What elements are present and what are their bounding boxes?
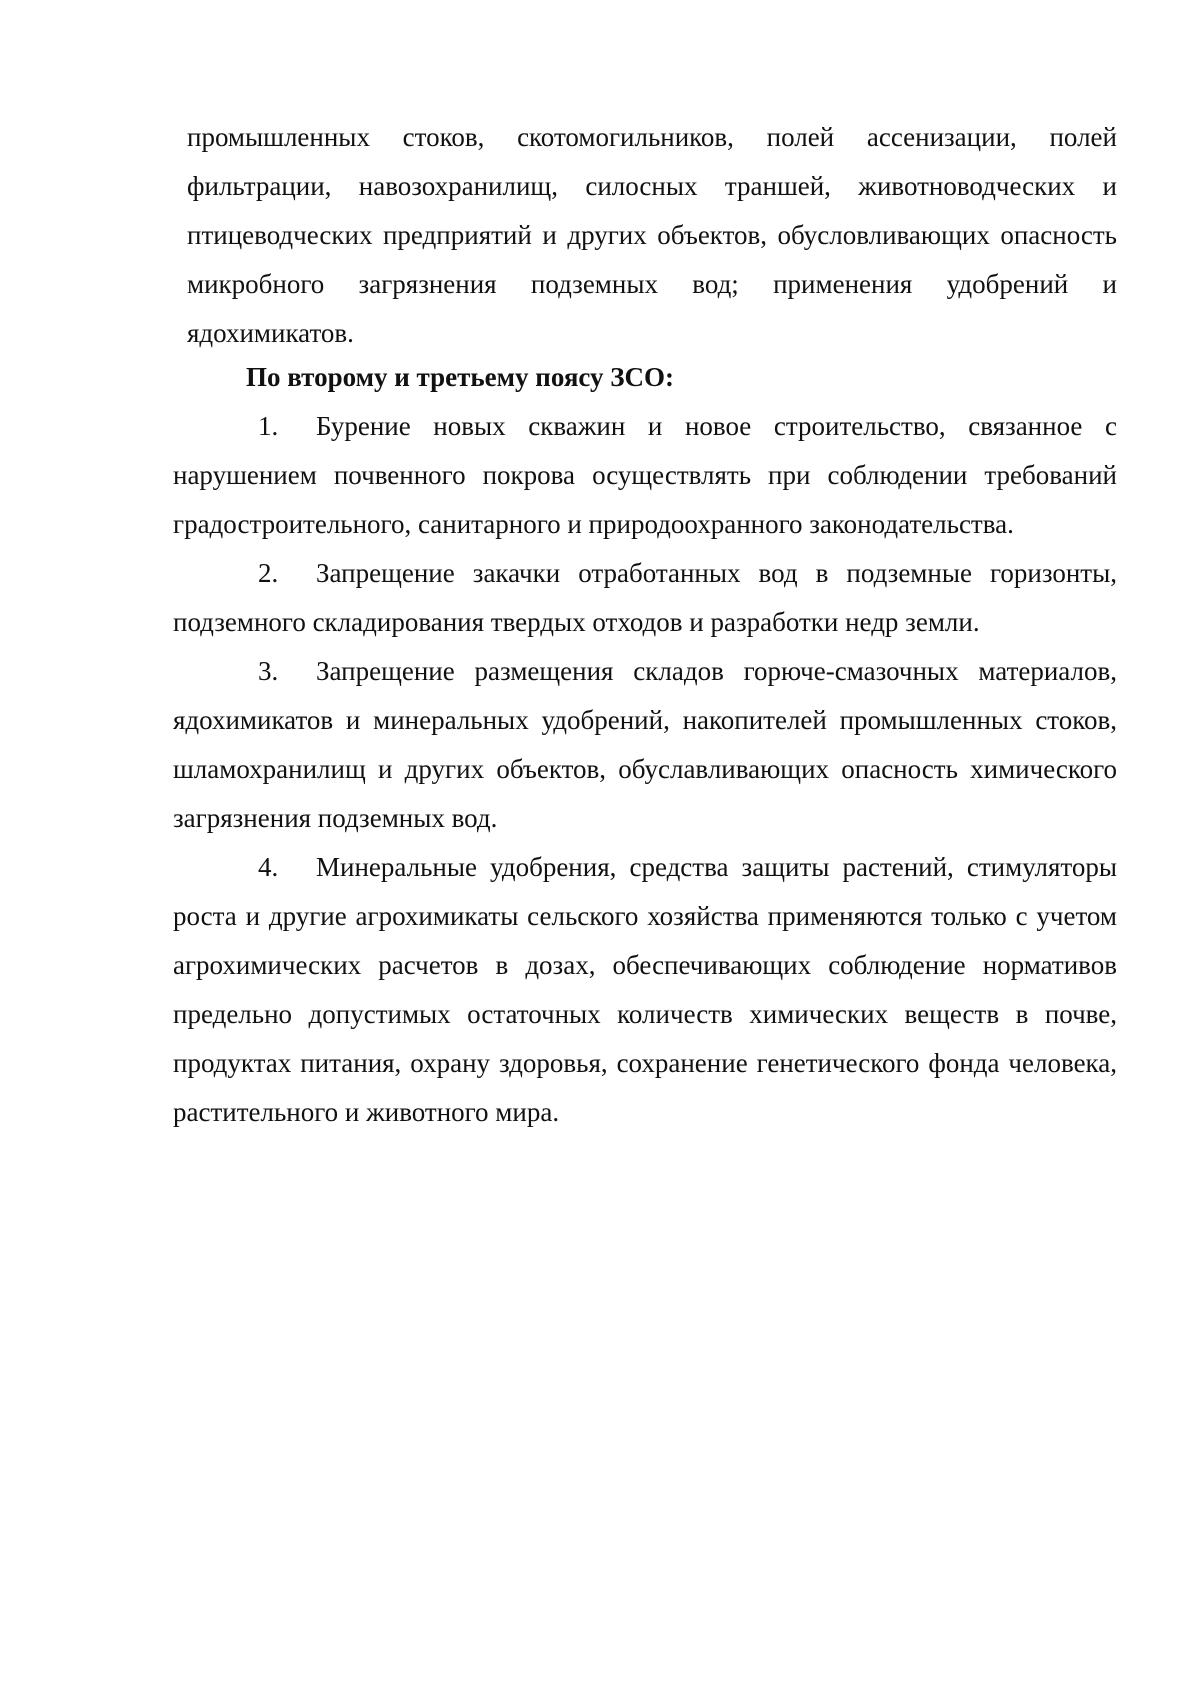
list-item-text: Минеральные удобрения, средства защиты растений, стимуляторы роста и другие агрохимикаты сельского хозяйства применяются только с учетом агрохимических расчетов в дозах, обеспечивающих соблюдение нормативов предельно допустимых остаточных количеств химических веществ в почве, продуктах питания, охрану здоровья, сохранение генетического фонда человека, растительного и животного мира.: [173, 852, 1117, 1127]
list-item: [173, 402, 1117, 549]
continued-paragraph-block: [187, 113, 1117, 358]
continued-paragraph: промышленных стоков, скотомогильников, полей ассенизации, полей фильтрации, навозохранилищ, силосных траншей, животноводческих и птицеводческих предприятий и других объектов, обусловливающих опасность микробного загрязнения подземных вод; применения удобрений и ядохимикатов.: [187, 122, 1117, 348]
list-item-number: 1.: [258, 411, 279, 441]
list-item-number: 2.: [258, 558, 279, 588]
list-item-number: 4.: [258, 852, 279, 882]
list-item-number: 3.: [258, 656, 279, 686]
section-heading: По второму и третьему поясу ЗСО:: [246, 362, 675, 392]
list-item: [173, 843, 1117, 1137]
list-item-text: Запрещение закачки отработанных вод в подземные горизонты, подземного складирования твердых отходов и разработки недр земли.: [173, 558, 1117, 637]
list-item-text: Запрещение размещения складов горюче-смазочных материалов, ядохимикатов и минеральных удобрений, накопителей промышленных стоков, шламохранилищ и других объектов, обуславливающих опасность химического загрязнения подземных вод.: [173, 656, 1117, 833]
list-item-text: Бурение новых скважин и новое строительство, связанное с нарушением почвенного покрова осуществлять при соблюдении требований градостроительного, санитарного и природоохранного законодательства.: [173, 411, 1117, 539]
list-item: [173, 549, 1117, 647]
requirements-list: [173, 402, 1117, 1137]
list-item: [173, 647, 1117, 843]
